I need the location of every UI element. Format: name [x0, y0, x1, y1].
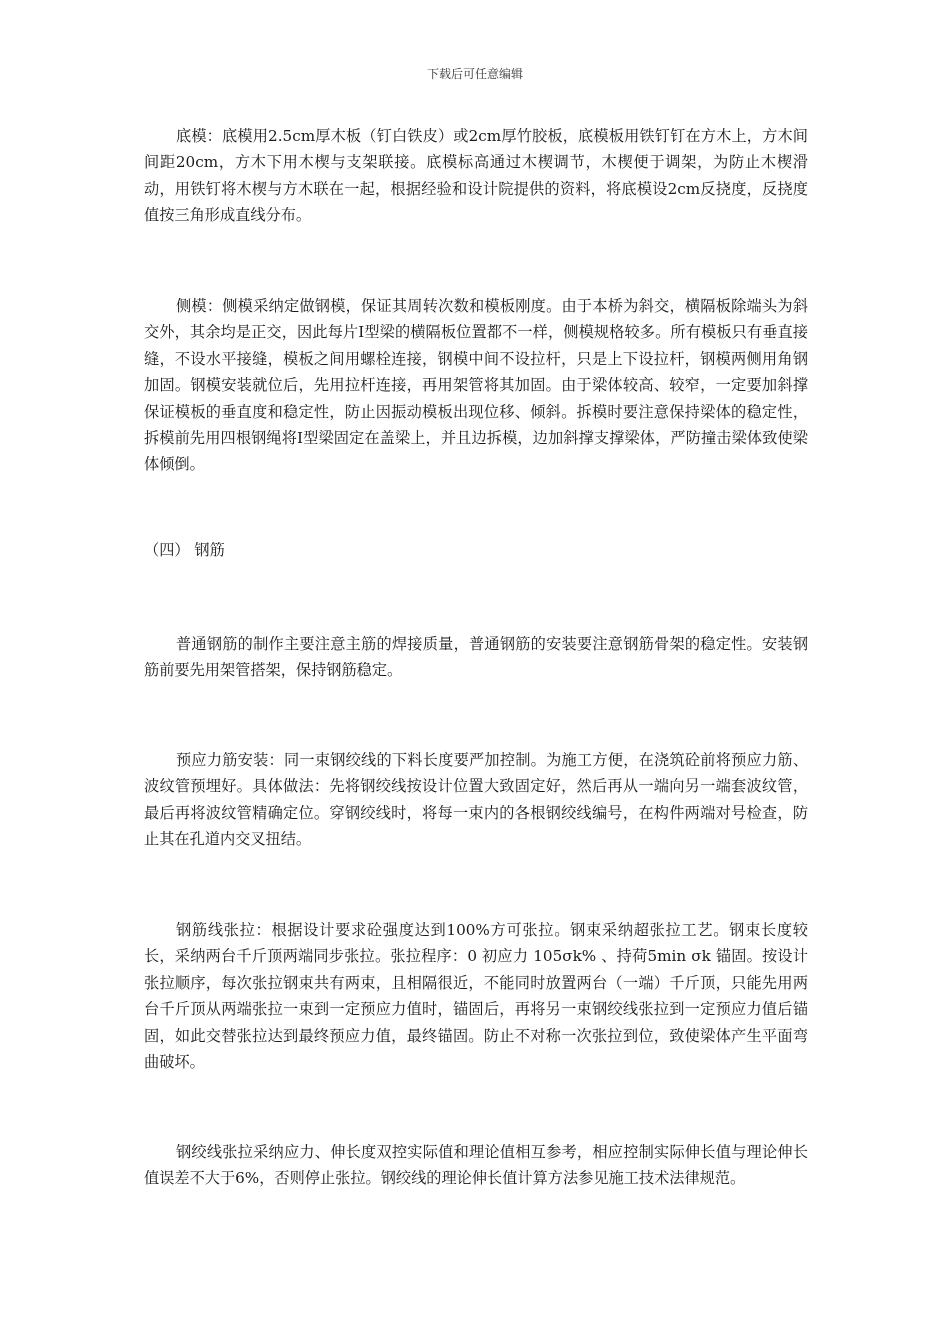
page-header: 下载后可任意编辑 [426, 67, 523, 81]
paragraph-ordinary-rebar: 普通钢筋的制作主要注意主筋的焊接质量，普通钢筋的安装要注意钢筋骨架的稳定性。安装钢筋前要先用架管搭架，保持钢筋稳定。 [144, 635, 808, 680]
section-heading-rebar: （四） 钢筋 [144, 541, 225, 559]
paragraph-strand-control: 钢绞线张拉采纳应力、伸长度双控实际值和理论值相互参考，相应控制实际伸长值与理论伸长值误差不大于6%，否则停止张拉。钢绞线的理论伸长值计算方法参见施工技术法律规范。 [144, 1143, 808, 1188]
paragraph-tensioning: 钢筋线张拉：根据设计要求砼强度达到100%方可张拉。钢束采纳超张拉工艺。钢束长度较长，采纳两台千斤顶两端同步张拉。张拉程序：0 初应力 105σk% 、持荷5min σk 锚固。按设计张拉顺序，每次张拉钢束共有两束，且相隔很近，不能同时放置两台（一端）千斤顶，只能先用两台千斤顶从两端张拉一束到一定预应力值时，锚固后，再将另一束钢绞线张拉到一定预应力值后锚固，如此交替张拉达到最终预应力值，最终锚固。防止不对称一次张拉到位，致使梁体产生平面弯曲破坏。 [144, 921, 808, 1072]
paragraph-prestress-install: 预应力筋安装：同一束钢绞线的下料长度要严加控制。为施工方便，在浇筑砼前将预应力筋、波纹管预埋好。具体做法：先将钢绞线按设计位置大致固定好，然后再从一端向另一端套波纹管，最后再将波纹管精确定位。穿钢绞线时，将每一束内的各根钢绞线编号，在构件两端对号检查，防止其在孔道内交叉扭结。 [144, 751, 808, 849]
paragraph-bottom-formwork: 底模：底模用2.5cm厚木板（钉白铁皮）或2cm厚竹胶板，底模板用铁钉钉在方木上，方木间间距20cm，方木下用木楔与支架联接。底模标高通过木楔调节，木楔便于调架，为防止木楔滑动，用铁钉将木楔与方木联在一起，根据经验和设计院提供的资料，将底模设2cm反挠度，反挠度值按三角形成直线分布。 [144, 127, 808, 225]
paragraph-side-formwork: 侧模：侧模采纳定做钢模，保证其周转次数和模板刚度。由于本桥为斜交，横隔板除端头为斜交外，其余均是正交，因此每片Ⅰ型梁的横隔板位置都不一样，侧模规格较多。所有模板只有垂直接缝，不设水平接缝，模板之间用螺栓连接，钢模中间不设拉杆，只是上下设拉杆，钢模两侧用角钢加固。钢模安装就位后，先用拉杆连接，再用架管将其加固。由于梁体较高、较窄，一定要加斜撑保证模板的垂直度和稳定性，防止因振动模板出现位移、倾斜。拆模时要注意保持梁体的稳定性，拆模前先用四根钢绳将Ⅰ型梁固定在盖梁上，并且边拆模，边加斜撑支撑梁体，严防撞击梁体致使梁体倾倒。 [144, 297, 808, 474]
